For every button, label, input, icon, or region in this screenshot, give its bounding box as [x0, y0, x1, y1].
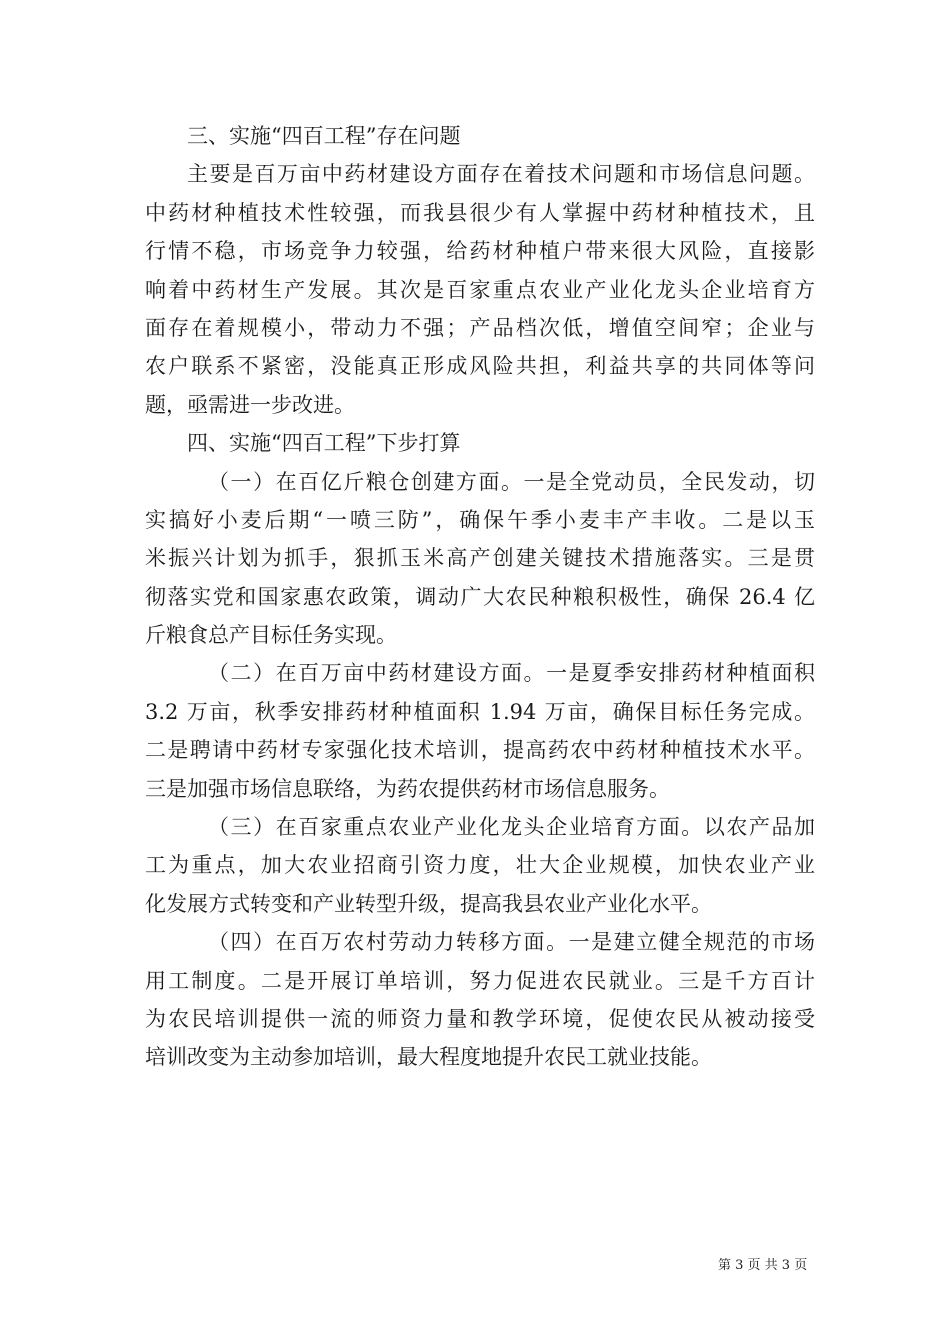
paragraph-line: 为农民培训提供一流的师资力量和教学环境，促使农民从被动接受: [145, 1006, 815, 1031]
paragraph-line: 三是加强市场信息联络，为药农提供药材市场信息服务。: [145, 776, 670, 801]
paragraph-line: 米振兴计划为抓手，狠抓玉米高产创建关键技术措施落实。三是贯: [145, 546, 815, 571]
paragraph-line: 农户联系不紧密，没能真正形成风险共担，利益共享的共同体等问: [145, 354, 815, 379]
paragraph-line: 二是聘请中药材专家强化技术培训，提高药农中药材种植技术水平。: [145, 738, 815, 763]
document-body: [145, 117, 815, 1077]
section-heading-3: 三、实施“四百工程”存在问题: [187, 124, 461, 148]
paragraph-line: 题，亟需进一步改进。: [145, 392, 355, 417]
paragraph-line: 彻落实党和国家惠农政策，调动广大农民种粮积极性，确保 26.4 亿: [145, 584, 815, 609]
paragraph-line: （二）在百万亩中药材建设方面。一是夏季安排药材种植面积: [208, 661, 815, 686]
paragraph-line: 培训改变为主动参加培训，最大程度地提升农民工就业技能。: [145, 1045, 712, 1070]
paragraph-line: 面存在着规模小，带动力不强；产品档次低，增值空间窄；企业与: [145, 315, 815, 340]
paragraph-line: 中药材种植技术性较强，而我县很少有人掌握中药材种植技术，且: [145, 200, 815, 225]
paragraph-line: 主要是百万亩中药材建设方面存在着技术问题和市场信息问题。: [187, 162, 815, 187]
paragraph-line: 响着中药材生产发展。其次是百家重点农业产业化龙头企业培育方: [145, 277, 815, 302]
paragraph-line: 行情不稳，市场竞争力较强，给药材种植户带来很大风险，直接影: [145, 239, 815, 264]
paragraph-line: 用工制度。二是开展订单培训，努力促进农民就业。三是千方百计: [145, 968, 815, 993]
paragraph-line: 工为重点，加大农业招商引资力度，壮大企业规模，加快农业产业: [145, 853, 815, 878]
paragraph-line: 斤粮食总产目标任务实现。: [145, 623, 397, 648]
paragraph-line: 3.2 万亩，秋季安排药材种植面积 1.94 万亩，确保目标任务完成。: [145, 699, 815, 724]
section-heading-4: 四、实施“四百工程”下步打算: [187, 431, 461, 456]
paragraph-line: 实搞好小麦后期“一喷三防”，确保午季小麦丰产丰收。二是以玉: [145, 507, 815, 532]
paragraph-line: （三）在百家重点农业产业化龙头企业培育方面。以农产品加: [208, 815, 815, 840]
paragraph-line: （一）在百亿斤粮仓创建方面。一是全党动员，全民发动，切: [208, 469, 815, 494]
paragraph-line: （四）在百万农村劳动力转移方面。一是建立健全规范的市场: [208, 930, 815, 955]
paragraph-line: 化发展方式转变和产业转型升级，提高我县农业产业化水平。: [145, 891, 712, 916]
page-number: 第 3 页 共 3 页: [718, 1258, 808, 1273]
